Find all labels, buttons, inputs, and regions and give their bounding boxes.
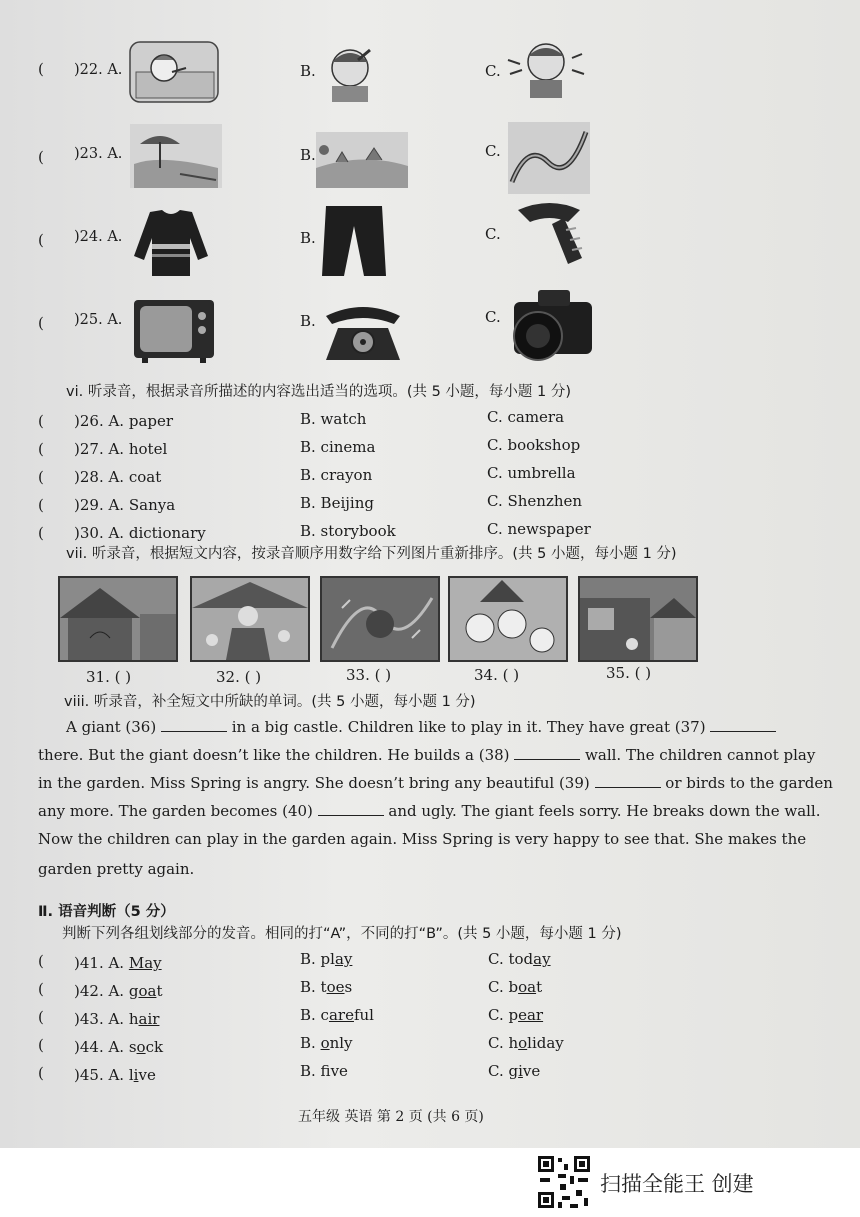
passage-line <box>38 802 821 820</box>
trousers-picture <box>320 204 388 278</box>
order-blank-35[interactable]: 35. ( ) <box>606 664 652 682</box>
option-b: B. crayon <box>300 466 373 484</box>
blank-38[interactable] <box>514 747 580 760</box>
passage-line <box>66 718 776 736</box>
watermark-bar <box>0 1148 860 1217</box>
option-c: C. give <box>488 1062 541 1080</box>
option-a: )45. A. live <box>74 1066 156 1084</box>
beach-picture <box>130 124 222 188</box>
answer-paren: ( <box>38 1008 44 1026</box>
option-c: C. pear <box>488 1006 544 1024</box>
option-c-label: C. <box>485 308 501 326</box>
blank-39[interactable] <box>595 775 661 788</box>
option-b-label: B. <box>300 229 316 247</box>
answer-paren: ( <box>38 412 44 430</box>
television-picture <box>132 296 216 364</box>
option-a: )41. A. May <box>74 954 162 972</box>
answer-paren: ( <box>38 524 44 542</box>
option-b: B. play <box>300 950 353 968</box>
option-a: )44. A. sock <box>74 1038 164 1056</box>
option-b: B. cinema <box>300 438 376 456</box>
option-b: B. watch <box>300 410 367 428</box>
answer-paren: ( <box>38 468 44 486</box>
answer-paren: ( <box>38 496 44 514</box>
qr-code-icon <box>536 1154 592 1210</box>
question-number: )23. A. <box>74 146 123 162</box>
sore-throat-picture <box>502 34 586 98</box>
option-c-label: C. <box>485 62 501 80</box>
option-b: B. storybook <box>300 522 396 540</box>
answer-paren: ( <box>38 231 44 249</box>
order-blank-33[interactable]: 33. ( ) <box>346 666 392 684</box>
option-a: )43. A. hair <box>74 1010 160 1028</box>
option-a: )30. A. dictionary <box>74 524 206 542</box>
option-a: )26. A. paper <box>74 412 174 430</box>
passage-line <box>38 746 815 764</box>
option-b: B. Beijing <box>300 494 374 512</box>
option-c: C. boat <box>488 978 543 996</box>
sweater-picture <box>132 208 210 278</box>
passage-text: wall. The children cannot play <box>580 746 816 764</box>
passage-text: or birds to the garden <box>660 774 833 792</box>
answer-paren: ( <box>38 1064 44 1082</box>
option-a: )28. A. coat <box>74 468 162 486</box>
page-footer: 五年级 英语 第 2 页 (共 6 页) <box>298 1109 484 1125</box>
passage-line <box>38 774 833 792</box>
option-a: )27. A. hotel <box>74 440 168 458</box>
answer-paren: ( <box>38 314 44 332</box>
option-b: B. fve <box>300 1062 348 1080</box>
option-c: C. camera <box>487 408 565 426</box>
section-II-instruction: 判断下列各组划线部分的发音。相同的打“A”，不同的打“B”。(共 5 小题，每小题 1 分) <box>62 926 622 942</box>
order-blank-31[interactable]: 31. ( ) <box>86 668 132 686</box>
question-number: )25. A. <box>74 312 123 328</box>
headache-picture <box>318 40 382 104</box>
story-picture-1 <box>58 576 178 662</box>
passage-text: A giant (36) <box>66 718 161 736</box>
option-c-label: C. <box>485 142 501 160</box>
telephone-picture <box>320 300 406 362</box>
great-wall-picture <box>508 122 590 194</box>
passage-text: and ugly. The giant feels sorry. He breaks down the wall. <box>383 802 821 820</box>
answer-paren: ( <box>38 980 44 998</box>
option-b: B. careful <box>300 1006 374 1024</box>
option-c: C. bookshop <box>487 436 581 454</box>
option-c-label: C. <box>485 225 501 243</box>
section-vi-instruction: vi. 听录音，根据录音所描述的内容选出适当的选项。(共 5 小题，每小题 1 分) <box>66 384 572 400</box>
option-b-label: B. <box>300 146 316 164</box>
option-c: C. umbrella <box>487 464 576 482</box>
story-picture-5 <box>578 576 698 662</box>
scanner-credit: 扫描全能王 创建 <box>600 1172 754 1196</box>
answer-paren: ( <box>38 148 44 166</box>
passage-line: Now the children can play in the garden again. Miss Spring is very happy to see that. She makes the <box>38 830 807 848</box>
story-picture-3 <box>320 576 440 662</box>
answer-paren: ( <box>38 1036 44 1054</box>
sick-in-bed-picture <box>128 38 220 104</box>
story-picture-4 <box>448 576 568 662</box>
option-c: C. newspaper <box>487 520 591 538</box>
section-vii-instruction: vii. 听录音，根据短文内容，按录音顺序用数字给下列图片重新排序。(共 5 小题，每小题 1 分) <box>66 546 677 562</box>
question-number: )24. A. <box>74 229 123 245</box>
option-b-label: B. <box>300 62 316 80</box>
option-a: )42. A. goat <box>74 982 163 1000</box>
blank-40[interactable] <box>318 803 384 816</box>
passage-line: garden pretty again. <box>38 860 195 878</box>
blank-37[interactable] <box>710 719 776 732</box>
question-number: )22. A. <box>74 62 123 78</box>
answer-paren: ( <box>38 440 44 458</box>
option-b-label: B. <box>300 312 316 330</box>
passage-text: in the garden. Miss Spring is angry. She doesn’t bring any beautiful (39) <box>38 774 595 792</box>
option-b: B. toes <box>300 978 353 996</box>
blank-36[interactable] <box>161 719 227 732</box>
option-c: C. today <box>488 950 551 968</box>
passage-text: any more. The garden becomes (40) <box>38 802 318 820</box>
option-b: B. only <box>300 1034 353 1052</box>
passage-text: in a big castle. Children like to play in it. They have great (37) <box>226 718 711 736</box>
option-a: )29. A. Sanya <box>74 496 176 514</box>
answer-paren: ( <box>38 60 44 78</box>
camera-picture <box>508 282 596 366</box>
section-viii-instruction: viii. 听录音，补全短文中所缺的单词。(共 5 小题，每小题 1 分) <box>64 694 476 710</box>
order-blank-34[interactable]: 34. ( ) <box>474 666 520 684</box>
story-picture-2 <box>190 576 310 662</box>
village-picture <box>316 132 408 188</box>
option-c: C. Shenzhen <box>487 492 583 510</box>
option-c: C. holiday <box>488 1034 564 1052</box>
answer-paren: ( <box>38 952 44 970</box>
passage-text: there. But the giant doesn’t like the children. He builds a (38) <box>38 746 515 764</box>
order-blank-32[interactable]: 32. ( ) <box>216 668 262 686</box>
section-II-title: Ⅱ. 语音判断（5 分） <box>38 904 175 920</box>
scarf-picture <box>510 200 588 266</box>
